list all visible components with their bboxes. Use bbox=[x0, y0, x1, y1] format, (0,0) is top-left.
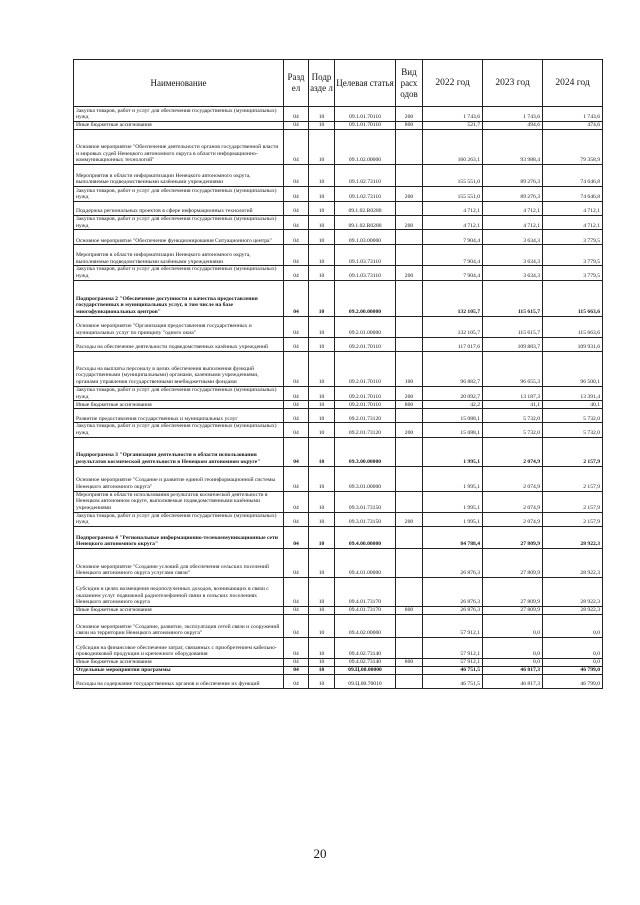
row-amount-2022: 132 105,7 bbox=[423, 316, 483, 337]
row-target: 09.1.02.R0280 bbox=[335, 216, 396, 230]
row-amount-2023: 2 074,9 bbox=[483, 512, 543, 526]
row-expense-type bbox=[396, 638, 423, 659]
row-amount-2024: 0,0 bbox=[543, 638, 603, 659]
row-name: Основное мероприятие "Обеспечение функционирования Ситуационного центра" bbox=[74, 230, 284, 245]
row-expense-type bbox=[396, 316, 423, 337]
row-target: 09.4.02.73140 bbox=[335, 638, 396, 659]
row-expense-type: 200 bbox=[396, 386, 423, 400]
table-row bbox=[74, 638, 603, 659]
header-2023: 2023 год bbox=[483, 60, 543, 107]
row-expense-type: 800 bbox=[396, 607, 423, 615]
row-amount-2024: 4 712,1 bbox=[543, 216, 603, 230]
row-amount-2022: 96 882,7 bbox=[423, 351, 483, 386]
row-amount-2023: 115 615,7 bbox=[483, 280, 543, 316]
row-name: Иные бюджетные ассигнования bbox=[74, 607, 284, 615]
row-subsection: 10 bbox=[309, 491, 335, 512]
row-amount-2023: 89 276,3 bbox=[483, 187, 543, 202]
row-section: 04 bbox=[284, 130, 309, 165]
row-amount-2023: 2 074,9 bbox=[483, 437, 543, 466]
row-amount-2024: 5 732,0 bbox=[543, 409, 603, 423]
row-target: 09.2.00.00000 bbox=[335, 280, 396, 316]
row-section: 04 bbox=[284, 466, 309, 491]
row-subsection: 10 bbox=[309, 549, 335, 578]
row-expense-type bbox=[396, 245, 423, 266]
row-subsection: 10 bbox=[309, 202, 335, 216]
row-subsection: 10 bbox=[309, 187, 335, 202]
row-amount-2023: 3 634,3 bbox=[483, 266, 543, 280]
row-subsection: 10 bbox=[309, 659, 335, 667]
row-subsection: 10 bbox=[309, 266, 335, 280]
row-amount-2023: 3 634,3 bbox=[483, 230, 543, 245]
row-amount-2023: 41,1 bbox=[483, 401, 543, 409]
row-expense-type bbox=[396, 549, 423, 578]
row-amount-2024: 40,1 bbox=[543, 401, 603, 409]
row-name: Расходы на выплаты персоналу в целях обеспечения выполнения функций государственными (муниципальными) органами, казенными учреждениями, органами управления государственными внебюджетными фондами bbox=[74, 351, 284, 386]
row-amount-2023: 1 743,6 bbox=[483, 107, 543, 122]
table-row bbox=[74, 316, 603, 337]
row-amount-2024: 1 743,6 bbox=[543, 107, 603, 122]
row-subsection: 10 bbox=[309, 245, 335, 266]
row-expense-type bbox=[396, 615, 423, 638]
table-row bbox=[74, 337, 603, 351]
row-section: 04 bbox=[284, 216, 309, 230]
row-name: Основное мероприятие "Создание условий для обеспечения сельских поселений Ненецкого автономного округа услугами связи" bbox=[74, 549, 284, 578]
row-amount-2023: 89 276,3 bbox=[483, 165, 543, 187]
row-subsection: 10 bbox=[309, 578, 335, 607]
header-2024: 2024 год bbox=[543, 60, 603, 107]
row-name: Мероприятия в области использования результатов космической деятельности в Ненецком автономном округе, выполняемые подведомственными казёнными учреждениями bbox=[74, 491, 284, 512]
row-name: Подпрограмма 3 "Организация деятельности в области использования результатов космической деятельности в Ненецком автономном округе" bbox=[74, 437, 284, 466]
row-amount-2023: 27 809,9 bbox=[483, 549, 543, 578]
row-name: Мероприятия в области информатизации Ненецкого автономного округа, выполняемые подведомственными казёнными учреждениями bbox=[74, 245, 284, 266]
table-row bbox=[74, 659, 603, 667]
row-amount-2024: 2 157,9 bbox=[543, 466, 603, 491]
table-row bbox=[74, 230, 603, 245]
row-target: 09.2.01.70110 bbox=[335, 401, 396, 409]
row-target: 09.2.01.73120 bbox=[335, 409, 396, 423]
row-name: Развитие предоставления государственных и муниципальных услуг bbox=[74, 409, 284, 423]
row-amount-2023: 0,0 bbox=[483, 659, 543, 667]
row-amount-2022: 1 743,6 bbox=[423, 107, 483, 122]
table-row bbox=[74, 245, 603, 266]
row-amount-2024: 13 391,4 bbox=[543, 386, 603, 400]
row-target: 09.1.03.73110 bbox=[335, 245, 396, 266]
row-expense-type: 200 bbox=[396, 512, 423, 526]
row-target: 09.1.02.73110 bbox=[335, 165, 396, 187]
row-expense-type: 200 bbox=[396, 187, 423, 202]
row-expense-type bbox=[396, 491, 423, 512]
row-amount-2022: 15 088,1 bbox=[423, 409, 483, 423]
row-target: 09.1.03.00000 bbox=[335, 230, 396, 245]
row-amount-2022: 46 751,5 bbox=[423, 675, 483, 689]
table-row bbox=[74, 615, 603, 638]
row-amount-2022: 26 876,3 bbox=[423, 607, 483, 615]
row-section: 04 bbox=[284, 165, 309, 187]
row-name: Основное мероприятие "Создание, развитие, эксплуатация сетей связи и сооружений связи на территории Ненецкого автономного округа" bbox=[74, 615, 284, 638]
row-amount-2022: 155 551,0 bbox=[423, 187, 483, 202]
row-target: 09.4.01.00000 bbox=[335, 549, 396, 578]
row-expense-type bbox=[396, 527, 423, 549]
row-amount-2024: 115 663,6 bbox=[543, 280, 603, 316]
row-target: 09.4.02.73140 bbox=[335, 659, 396, 667]
table-row bbox=[74, 423, 603, 437]
row-target: 09.2.01.70110 bbox=[335, 386, 396, 400]
row-section: 04 bbox=[284, 316, 309, 337]
row-amount-2023: 2 074,9 bbox=[483, 491, 543, 512]
row-name: Закупка товаров, работ и услуг для обеспечения государственных (муниципальных) нужд bbox=[74, 423, 284, 437]
row-section: 04 bbox=[284, 230, 309, 245]
table-row bbox=[74, 437, 603, 466]
row-amount-2024: 79 358,9 bbox=[543, 130, 603, 165]
row-expense-type bbox=[396, 667, 423, 675]
row-section: 04 bbox=[284, 266, 309, 280]
row-amount-2022: 7 904,4 bbox=[423, 266, 483, 280]
row-subsection: 10 bbox=[309, 437, 335, 466]
row-section: 04 bbox=[284, 187, 309, 202]
row-amount-2023: 46 817,3 bbox=[483, 667, 543, 675]
row-expense-type: 800 bbox=[396, 122, 423, 130]
row-target: 09.1.02.73110 bbox=[335, 187, 396, 202]
row-amount-2024: 96 500,1 bbox=[543, 351, 603, 386]
table-row bbox=[74, 401, 603, 409]
row-amount-2022: 1 995,1 bbox=[423, 466, 483, 491]
row-amount-2022: 7 904,4 bbox=[423, 230, 483, 245]
table-row bbox=[74, 578, 603, 607]
row-expense-type bbox=[396, 202, 423, 216]
header-name: Наименование bbox=[74, 60, 284, 107]
row-amount-2023: 109 883,7 bbox=[483, 337, 543, 351]
row-target: 09.3.01.00000 bbox=[335, 466, 396, 491]
row-target: 09.4.02.00000 bbox=[335, 615, 396, 638]
row-target: 09.3.00.00000 bbox=[335, 437, 396, 466]
row-subsection: 10 bbox=[309, 316, 335, 337]
row-amount-2023: 46 817,3 bbox=[483, 675, 543, 689]
row-name: Основное мероприятие "Организация предоставления государственных и муниципальных услуг по принципу "одного окна" bbox=[74, 316, 284, 337]
row-target: 09.2.01.00000 bbox=[335, 316, 396, 337]
row-amount-2024: 28 922,3 bbox=[543, 578, 603, 607]
row-section: 04 bbox=[284, 122, 309, 130]
table-row bbox=[74, 266, 603, 280]
row-subsection: 10 bbox=[309, 130, 335, 165]
row-target: 09.Ц.00.00000 bbox=[335, 667, 396, 675]
table-row bbox=[74, 202, 603, 216]
row-name: Субсидия на финансовое обеспечение затрат, связанных с приобретением кабельно-проводниковой продукции и крепежного оборудования bbox=[74, 638, 284, 659]
row-section: 04 bbox=[284, 280, 309, 316]
row-name: Основное мероприятие "Создание и развитие единой геоинформационной системы Ненецкого автономного округа" bbox=[74, 466, 284, 491]
row-section: 04 bbox=[284, 423, 309, 437]
row-target: 09.4.01.73170 bbox=[335, 607, 396, 615]
row-subsection: 10 bbox=[309, 466, 335, 491]
row-amount-2024: 28 922,3 bbox=[543, 527, 603, 549]
row-name: Закупка товаров, работ и услуг для обеспечения государственных (муниципальных) нужд bbox=[74, 512, 284, 526]
row-amount-2024: 0,0 bbox=[543, 659, 603, 667]
row-amount-2022: 1 995,1 bbox=[423, 512, 483, 526]
table-row bbox=[74, 675, 603, 689]
row-name: Подпрограмма 2 "Обеспечение доступности и качества предоставления государственных и муниципальных услуг, в том числе на базе многофункциональных центров" bbox=[74, 280, 284, 316]
row-amount-2022: 57 912,1 bbox=[423, 659, 483, 667]
row-amount-2024: 3 779,5 bbox=[543, 245, 603, 266]
row-expense-type bbox=[396, 337, 423, 351]
table-row bbox=[74, 466, 603, 491]
table-row bbox=[74, 386, 603, 400]
row-amount-2022: 26 876,3 bbox=[423, 549, 483, 578]
row-name: Расходы на обеспечение деятельности подведомственных казённых учреждений bbox=[74, 337, 284, 351]
header-2022: 2022 год bbox=[423, 60, 483, 107]
row-expense-type bbox=[396, 437, 423, 466]
row-target: 09.2.01.70110 bbox=[335, 351, 396, 386]
table-row bbox=[74, 165, 603, 187]
row-section: 04 bbox=[284, 409, 309, 423]
row-amount-2024: 109 931,6 bbox=[543, 337, 603, 351]
row-expense-type bbox=[396, 130, 423, 165]
row-expense-type: 200 bbox=[396, 423, 423, 437]
row-amount-2023: 93 988,4 bbox=[483, 130, 543, 165]
row-amount-2022: 7 904,4 bbox=[423, 245, 483, 266]
row-expense-type bbox=[396, 230, 423, 245]
row-subsection: 10 bbox=[309, 107, 335, 122]
row-expense-type bbox=[396, 280, 423, 316]
row-amount-2022: 57 912,1 bbox=[423, 638, 483, 659]
budget-table bbox=[73, 59, 603, 689]
row-amount-2023: 115 615,7 bbox=[483, 316, 543, 337]
row-subsection: 10 bbox=[309, 337, 335, 351]
row-section: 04 bbox=[284, 491, 309, 512]
row-amount-2022: 46 751,5 bbox=[423, 667, 483, 675]
row-section: 04 bbox=[284, 245, 309, 266]
row-section: 04 bbox=[284, 675, 309, 689]
row-amount-2024: 115 663,6 bbox=[543, 316, 603, 337]
row-section: 04 bbox=[284, 659, 309, 667]
table-row bbox=[74, 351, 603, 386]
row-subsection: 10 bbox=[309, 401, 335, 409]
row-subsection: 10 bbox=[309, 280, 335, 316]
row-target: 09.1.02.R0280 bbox=[335, 202, 396, 216]
row-subsection: 10 bbox=[309, 386, 335, 400]
row-amount-2022: 1 995,1 bbox=[423, 437, 483, 466]
row-name: Подпрограмма 4 "Региональные информационно-телекоммуникационные сети Ненецкого автономного округа" bbox=[74, 527, 284, 549]
row-amount-2024: 74 646,8 bbox=[543, 165, 603, 187]
table-header-row bbox=[74, 60, 603, 107]
row-name: Мероприятия в области информатизации Ненецкого автономного округа, выполняемые подведомственными казёнными учреждениями bbox=[74, 165, 284, 187]
row-expense-type: 800 bbox=[396, 401, 423, 409]
row-target: 09.4.01.73170 bbox=[335, 578, 396, 607]
table-row bbox=[74, 130, 603, 165]
row-amount-2024: 2 157,9 bbox=[543, 437, 603, 466]
table-row bbox=[74, 527, 603, 549]
row-section: 04 bbox=[284, 527, 309, 549]
row-amount-2022: 26 876,3 bbox=[423, 578, 483, 607]
row-amount-2024: 28 922,3 bbox=[543, 549, 603, 578]
row-expense-type bbox=[396, 466, 423, 491]
row-amount-2022: 84 788,4 bbox=[423, 527, 483, 549]
row-section: 04 bbox=[284, 638, 309, 659]
row-amount-2023: 0,0 bbox=[483, 638, 543, 659]
table-row bbox=[74, 280, 603, 316]
row-section: 04 bbox=[284, 437, 309, 466]
row-target: 09.2.01.70110 bbox=[335, 337, 396, 351]
row-expense-type: 200 bbox=[396, 266, 423, 280]
row-target: 09.4.00.00000 bbox=[335, 527, 396, 549]
row-section: 04 bbox=[284, 615, 309, 638]
row-target: 09.2.01.73120 bbox=[335, 423, 396, 437]
row-amount-2022: 57 912,1 bbox=[423, 615, 483, 638]
header-target: Целевая статья bbox=[335, 60, 396, 107]
row-subsection: 10 bbox=[309, 607, 335, 615]
table-row bbox=[74, 549, 603, 578]
row-amount-2024: 28 922,3 bbox=[543, 607, 603, 615]
row-subsection: 10 bbox=[309, 527, 335, 549]
row-amount-2023: 5 732,0 bbox=[483, 423, 543, 437]
row-amount-2024: 0,0 bbox=[543, 615, 603, 638]
row-expense-type: 200 bbox=[396, 216, 423, 230]
row-amount-2023: 2 074,9 bbox=[483, 466, 543, 491]
row-expense-type: 100 bbox=[396, 351, 423, 386]
row-subsection: 10 bbox=[309, 351, 335, 386]
row-amount-2024: 46 799,0 bbox=[543, 667, 603, 675]
row-amount-2022: 42,2 bbox=[423, 401, 483, 409]
row-target: 09.Ц.00.70010 bbox=[335, 675, 396, 689]
row-amount-2022: 160 263,1 bbox=[423, 130, 483, 165]
row-target: 09.3.01.73150 bbox=[335, 512, 396, 526]
row-amount-2023: 494,6 bbox=[483, 122, 543, 130]
table-row bbox=[74, 216, 603, 230]
row-section: 04 bbox=[284, 607, 309, 615]
row-amount-2024: 4 712,1 bbox=[543, 202, 603, 216]
row-subsection: 10 bbox=[309, 409, 335, 423]
row-subsection: 10 bbox=[309, 512, 335, 526]
row-amount-2023: 27 809,9 bbox=[483, 607, 543, 615]
row-subsection: 10 bbox=[309, 667, 335, 675]
row-amount-2023: 27 809,9 bbox=[483, 527, 543, 549]
row-expense-type: 200 bbox=[396, 107, 423, 122]
row-amount-2022: 1 995,1 bbox=[423, 491, 483, 512]
row-name: Закупка товаров, работ и услуг для обеспечения государственных (муниципальных) нужд bbox=[74, 187, 284, 202]
row-name: Закупка товаров, работ и услуг для обеспечения государственных (муниципальных) нужд bbox=[74, 266, 284, 280]
row-amount-2024: 5 732,0 bbox=[543, 423, 603, 437]
row-amount-2023: 13 187,3 bbox=[483, 386, 543, 400]
row-amount-2024: 474,6 bbox=[543, 122, 603, 130]
row-target: 09.3.01.73150 bbox=[335, 491, 396, 512]
header-section: Разд ел bbox=[284, 60, 309, 107]
row-amount-2024: 2 157,9 bbox=[543, 512, 603, 526]
row-subsection: 10 bbox=[309, 615, 335, 638]
row-amount-2023: 3 634,3 bbox=[483, 245, 543, 266]
row-name: Закупка товаров, работ и услуг для обеспечения государственных (муниципальных) нужд bbox=[74, 216, 284, 230]
row-name: Субсидии в целях возмещения недополученных доходов, возникающих в связи с оказанием услуг подвижной радиотелефонной связи в сельских поселениях Ненецкого автономного округа bbox=[74, 578, 284, 607]
row-target: 09.1.01.70110 bbox=[335, 122, 396, 130]
row-name: Иные бюджетные ассигнования bbox=[74, 659, 284, 667]
row-amount-2023: 5 732,0 bbox=[483, 409, 543, 423]
row-amount-2022: 20 092,7 bbox=[423, 386, 483, 400]
row-target: 09.1.02.00000 bbox=[335, 130, 396, 165]
table-row bbox=[74, 607, 603, 615]
row-amount-2022: 117 017,6 bbox=[423, 337, 483, 351]
row-amount-2023: 0,0 bbox=[483, 615, 543, 638]
row-amount-2024: 46 799,0 bbox=[543, 675, 603, 689]
row-name: Расходы на содержание государственных органов и обеспечение их функций bbox=[74, 675, 284, 689]
row-name: Закупка товаров, работ и услуг для обеспечения государственных (муниципальных) нужд bbox=[74, 107, 284, 122]
page-number: 20 bbox=[313, 846, 327, 861]
row-section: 04 bbox=[284, 202, 309, 216]
row-name: Поддержка региональных проектов в сфере информационных технологий bbox=[74, 202, 284, 216]
row-amount-2023: 4 712,1 bbox=[483, 216, 543, 230]
row-amount-2024: 74 646,8 bbox=[543, 187, 603, 202]
row-subsection: 10 bbox=[309, 122, 335, 130]
row-target: 09.1.03.73110 bbox=[335, 266, 396, 280]
row-amount-2022: 521,7 bbox=[423, 122, 483, 130]
table-row bbox=[74, 409, 603, 423]
row-subsection: 10 bbox=[309, 230, 335, 245]
header-subsection: Подр азде л bbox=[309, 60, 335, 107]
row-subsection: 10 bbox=[309, 216, 335, 230]
row-amount-2024: 3 779,5 bbox=[543, 266, 603, 280]
row-subsection: 10 bbox=[309, 165, 335, 187]
row-amount-2022: 15 088,1 bbox=[423, 423, 483, 437]
row-amount-2022: 132 105,7 bbox=[423, 280, 483, 316]
row-section: 04 bbox=[284, 351, 309, 386]
row-amount-2022: 155 551,0 bbox=[423, 165, 483, 187]
row-target: 09.1.01.70110 bbox=[335, 107, 396, 122]
row-amount-2023: 96 655,3 bbox=[483, 351, 543, 386]
row-amount-2024: 2 157,9 bbox=[543, 491, 603, 512]
row-amount-2022: 4 712,1 bbox=[423, 202, 483, 216]
row-amount-2022: 4 712,1 bbox=[423, 216, 483, 230]
table-row bbox=[74, 187, 603, 202]
row-subsection: 10 bbox=[309, 638, 335, 659]
row-name: Иные бюджетные ассигнования bbox=[74, 122, 284, 130]
table-row bbox=[74, 122, 603, 130]
row-name: Закупка товаров, работ и услуг для обеспечения государственных (муниципальных) нужд bbox=[74, 386, 284, 400]
row-expense-type bbox=[396, 675, 423, 689]
row-section: 04 bbox=[284, 549, 309, 578]
table-row bbox=[74, 107, 603, 122]
row-section: 04 bbox=[284, 512, 309, 526]
row-expense-type bbox=[396, 165, 423, 187]
row-name: Основное мероприятие "Обеспечение деятельности органов государственной власти и мировых судей Ненецкого автономного округа в области информационно-коммуникационных технологий" bbox=[74, 130, 284, 165]
row-section: 04 bbox=[284, 337, 309, 351]
table-row bbox=[74, 667, 603, 675]
row-section: 04 bbox=[284, 401, 309, 409]
row-expense-type bbox=[396, 409, 423, 423]
header-expense-type: Вид расх одов bbox=[396, 60, 423, 107]
row-expense-type: 800 bbox=[396, 659, 423, 667]
row-name: Иные бюджетные ассигнования bbox=[74, 401, 284, 409]
row-section: 04 bbox=[284, 107, 309, 122]
table-body bbox=[74, 107, 603, 689]
row-subsection: 10 bbox=[309, 675, 335, 689]
row-name: Отдельные мероприятия программы bbox=[74, 667, 284, 675]
row-amount-2024: 3 779,5 bbox=[543, 230, 603, 245]
row-section: 04 bbox=[284, 578, 309, 607]
row-section: 04 bbox=[284, 667, 309, 675]
row-expense-type bbox=[396, 578, 423, 607]
table-row bbox=[74, 512, 603, 526]
row-subsection: 10 bbox=[309, 423, 335, 437]
row-amount-2023: 27 809,9 bbox=[483, 578, 543, 607]
row-amount-2023: 4 712,1 bbox=[483, 202, 543, 216]
row-section: 04 bbox=[284, 386, 309, 400]
table-row bbox=[74, 491, 603, 512]
